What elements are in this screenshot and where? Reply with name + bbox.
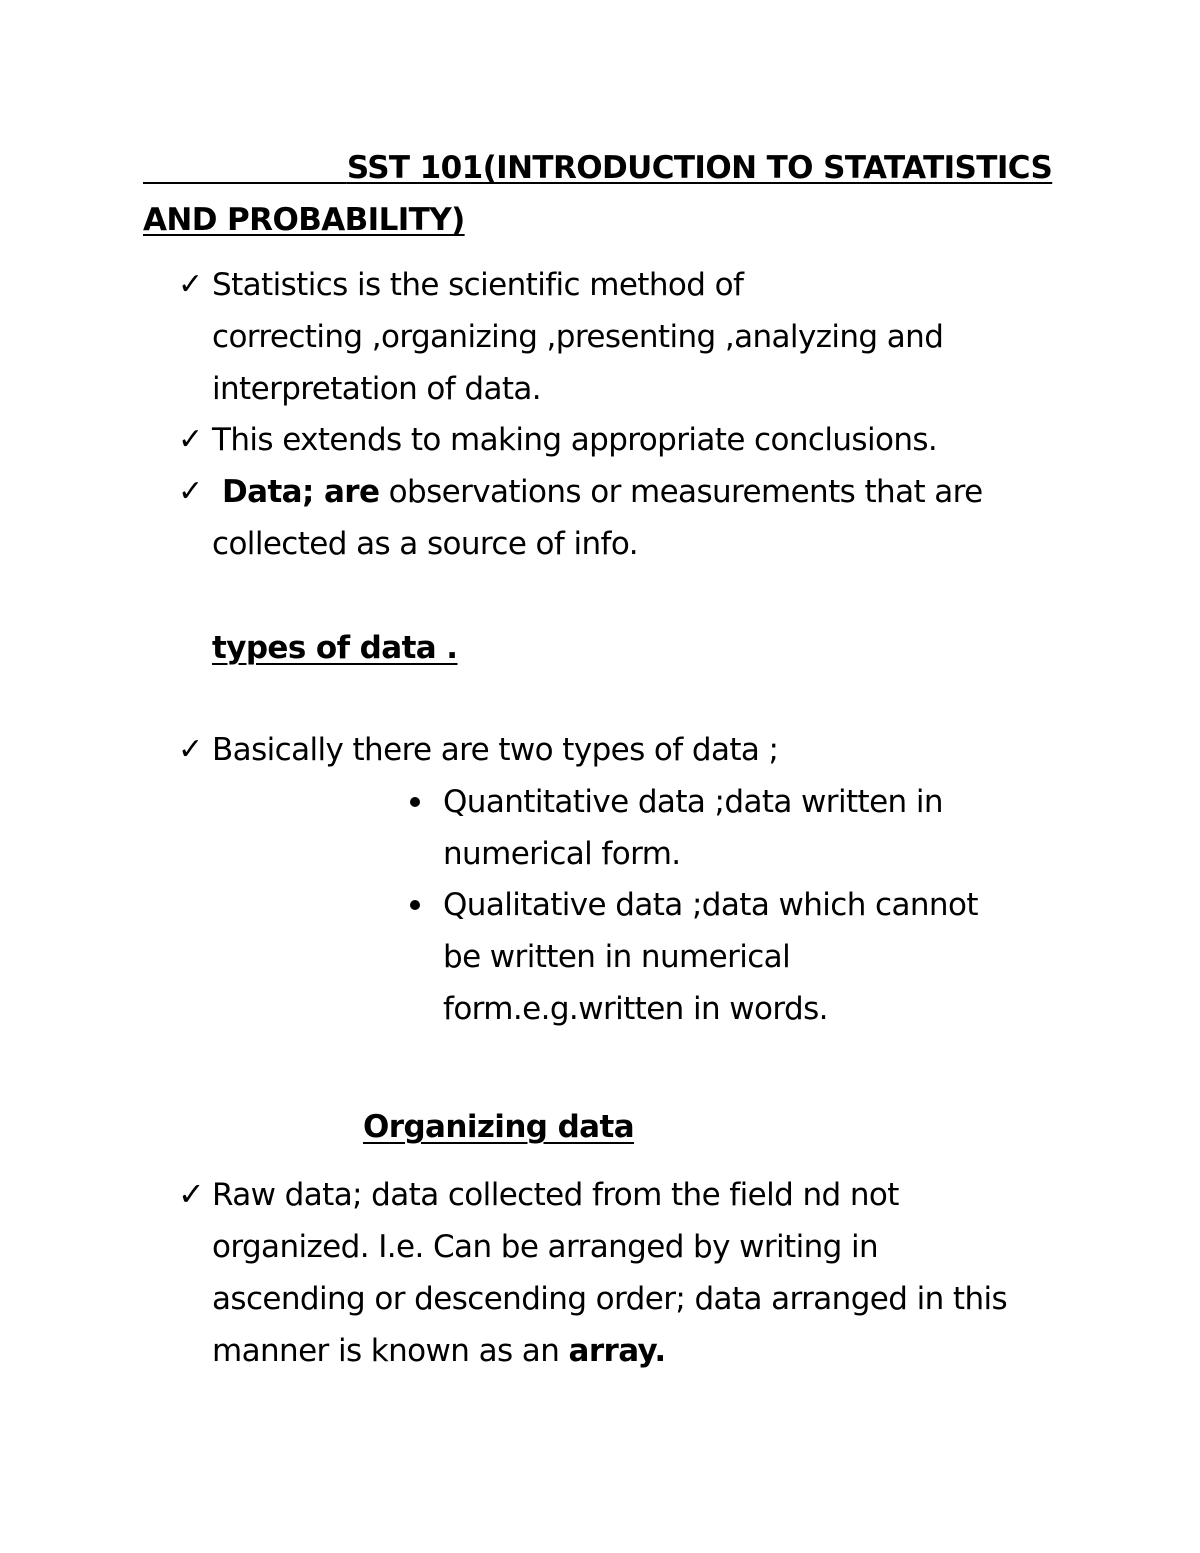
intro-item-2-line-1: This extends to making appropriate conclusions.: [212, 422, 938, 458]
data-definition-rest: observations or measurements that are: [379, 474, 983, 510]
checkmark-icon: ✓: [178, 267, 204, 302]
organizing-line-1: Raw data; data collected from the field nd not: [212, 1177, 899, 1213]
intro-item-1-line-1: Statistics is the scientific method of: [212, 267, 744, 303]
types-bullet-2-line-2: be written in numerical: [443, 939, 791, 975]
organizing-line-2: organized. I.e. Can be arranged by writing in: [212, 1229, 879, 1265]
types-bullet-1-line-1: Quantitative data ;data written in: [443, 784, 943, 820]
types-bullet-1-line-2: numerical form.: [443, 836, 681, 872]
data-definition-term: Data; are: [222, 474, 380, 510]
bullet-dot-icon: [410, 797, 420, 807]
title-indent: [143, 150, 347, 186]
organizing-line-4-text: manner is known as an: [212, 1333, 569, 1369]
intro-item-3-line-2: collected as a source of info.: [212, 526, 638, 562]
types-bullet-2-line-3: form.e.g.written in words.: [443, 991, 828, 1027]
array-term: array.: [568, 1333, 666, 1369]
intro-item-1-line-2: correcting ,organizing ,presenting ,analyzing and: [212, 319, 944, 355]
checkmark-icon: ✓: [178, 474, 204, 509]
document-title: [143, 148, 1052, 188]
types-bullet-2-line-1: Qualitative data ;data which cannot: [443, 887, 978, 923]
document-title-line-2: AND PROBABILITY): [143, 202, 465, 238]
organizing-data-heading: Organizing data: [363, 1109, 635, 1145]
organizing-line-4: [212, 1331, 666, 1371]
types-intro: Basically there are two types of data ;: [212, 732, 779, 768]
checkmark-icon: ✓: [178, 732, 204, 767]
checkmark-icon: ✓: [178, 1175, 205, 1213]
types-of-data-heading: types of data .: [212, 630, 458, 666]
bullet-dot-icon: [410, 900, 420, 910]
intro-item-3-line-1: [222, 472, 983, 512]
title-line-1: SST 101(INTRODUCTION TO STATATISTICS: [346, 150, 1053, 186]
organizing-line-3: ascending or descending order; data arranged in this: [212, 1281, 1008, 1317]
intro-item-1-line-3: interpretation of data.: [212, 371, 542, 407]
checkmark-icon: ✓: [178, 422, 204, 457]
